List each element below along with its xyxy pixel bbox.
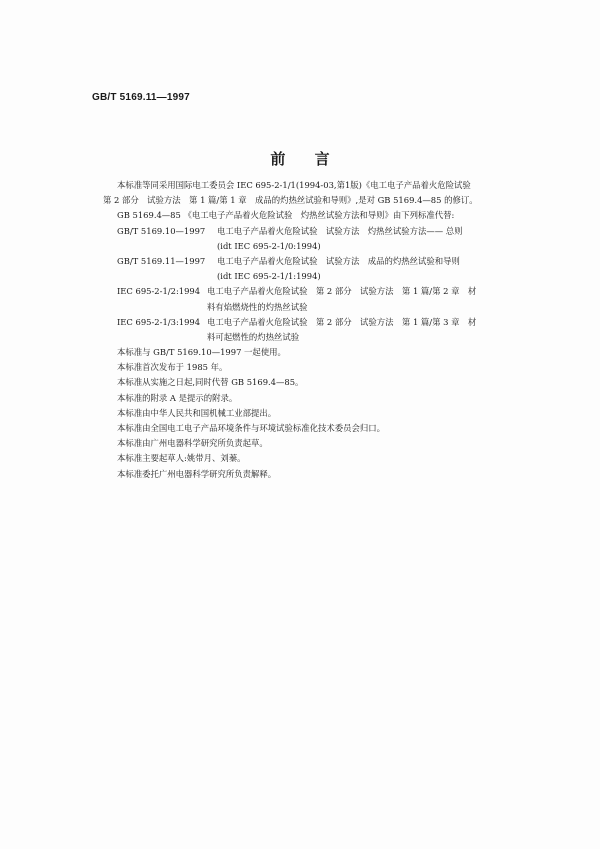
- replacement-title-continued: 料有焰燃烧性的灼热丝试验: [207, 301, 308, 312]
- replacement-code: IEC 695-2-1/3:1994: [117, 316, 201, 327]
- replacement-title: 电工电子产品着火危险试验 第 2 部分 试验方法 第 1 篇/第 2 章 材: [207, 286, 477, 297]
- replacement-entry: [103, 224, 523, 254]
- paragraph-line: 本标准委托广州电器科学研究所负责解释。: [117, 468, 277, 479]
- paragraph-line: 本标准的附录 A 是提示的附录。: [117, 392, 238, 403]
- standard-code: GB/T 5169.11—1997: [92, 92, 190, 103]
- replacement-code: IEC 695-2-1/2:1994: [117, 286, 201, 297]
- paragraph-line: 本标准首次发布于 1985 年。: [117, 362, 228, 373]
- paragraph-line: 第 2 部分 试验方法 第 1 篇/第 1 章 成品的灼热丝试验和导则》,是对 GB 5169.4—85 的修订。: [103, 195, 478, 206]
- paragraph-line: 本标准与 GB/T 5169.10—1997 一起使用。: [117, 347, 286, 358]
- paragraph-line: 本标准从实施之日起,同时代替 GB 5169.4—85。: [117, 377, 304, 388]
- replacement-title: 电工电子产品着火危险试验 试验方法 灼热丝试验方法—— 总则: [217, 225, 463, 236]
- replacement-title-continued: 料可起燃性的灼热丝试验: [207, 331, 300, 342]
- replacement-title: 电工电子产品着火危险试验 第 2 部分 试验方法 第 1 篇/第 3 章 材: [207, 316, 477, 327]
- paragraph-line: 本标准由全国电工电子产品环境条件与环境试验标准化技术委员会归口。: [117, 423, 385, 433]
- replacement-entry: [103, 284, 523, 314]
- paragraph-line: 本标准由中华人民共和国机械工业部提出。: [117, 407, 277, 418]
- page-title: 前 言: [270, 150, 342, 168]
- replacement-code: GB/T 5169.11—1997: [117, 255, 206, 266]
- replacement-title-continued: (idt IEC 695-2-1/1:1994): [217, 271, 321, 282]
- replacement-code: GB/T 5169.10—1997: [117, 225, 206, 236]
- paragraph-line: 本标准等同采用国际电工委员会 IEC 695-2-1/1(1994-03,第1版)《电工电子产品着火危险试验: [117, 180, 471, 190]
- replacement-entry: [103, 315, 523, 345]
- paragraph-line: GB 5169.4—85 《电工电子产品着火危险试验 灼热丝试验方法和导则》由下列标准代替:: [117, 210, 455, 221]
- replacement-entry: [103, 254, 523, 284]
- foreword-body: [103, 178, 523, 482]
- paragraph-line: 本标准由广州电器科学研究所负责起草。: [117, 438, 268, 449]
- replacement-title: 电工电子产品着火危险试验 试验方法 成品的灼热丝试验和导则: [217, 255, 460, 266]
- replacement-title-continued: (idt IEC 695-2-1/0:1994): [217, 240, 321, 251]
- paragraph-line: 本标准主要起草人:姚带月、刘蓁。: [117, 453, 246, 464]
